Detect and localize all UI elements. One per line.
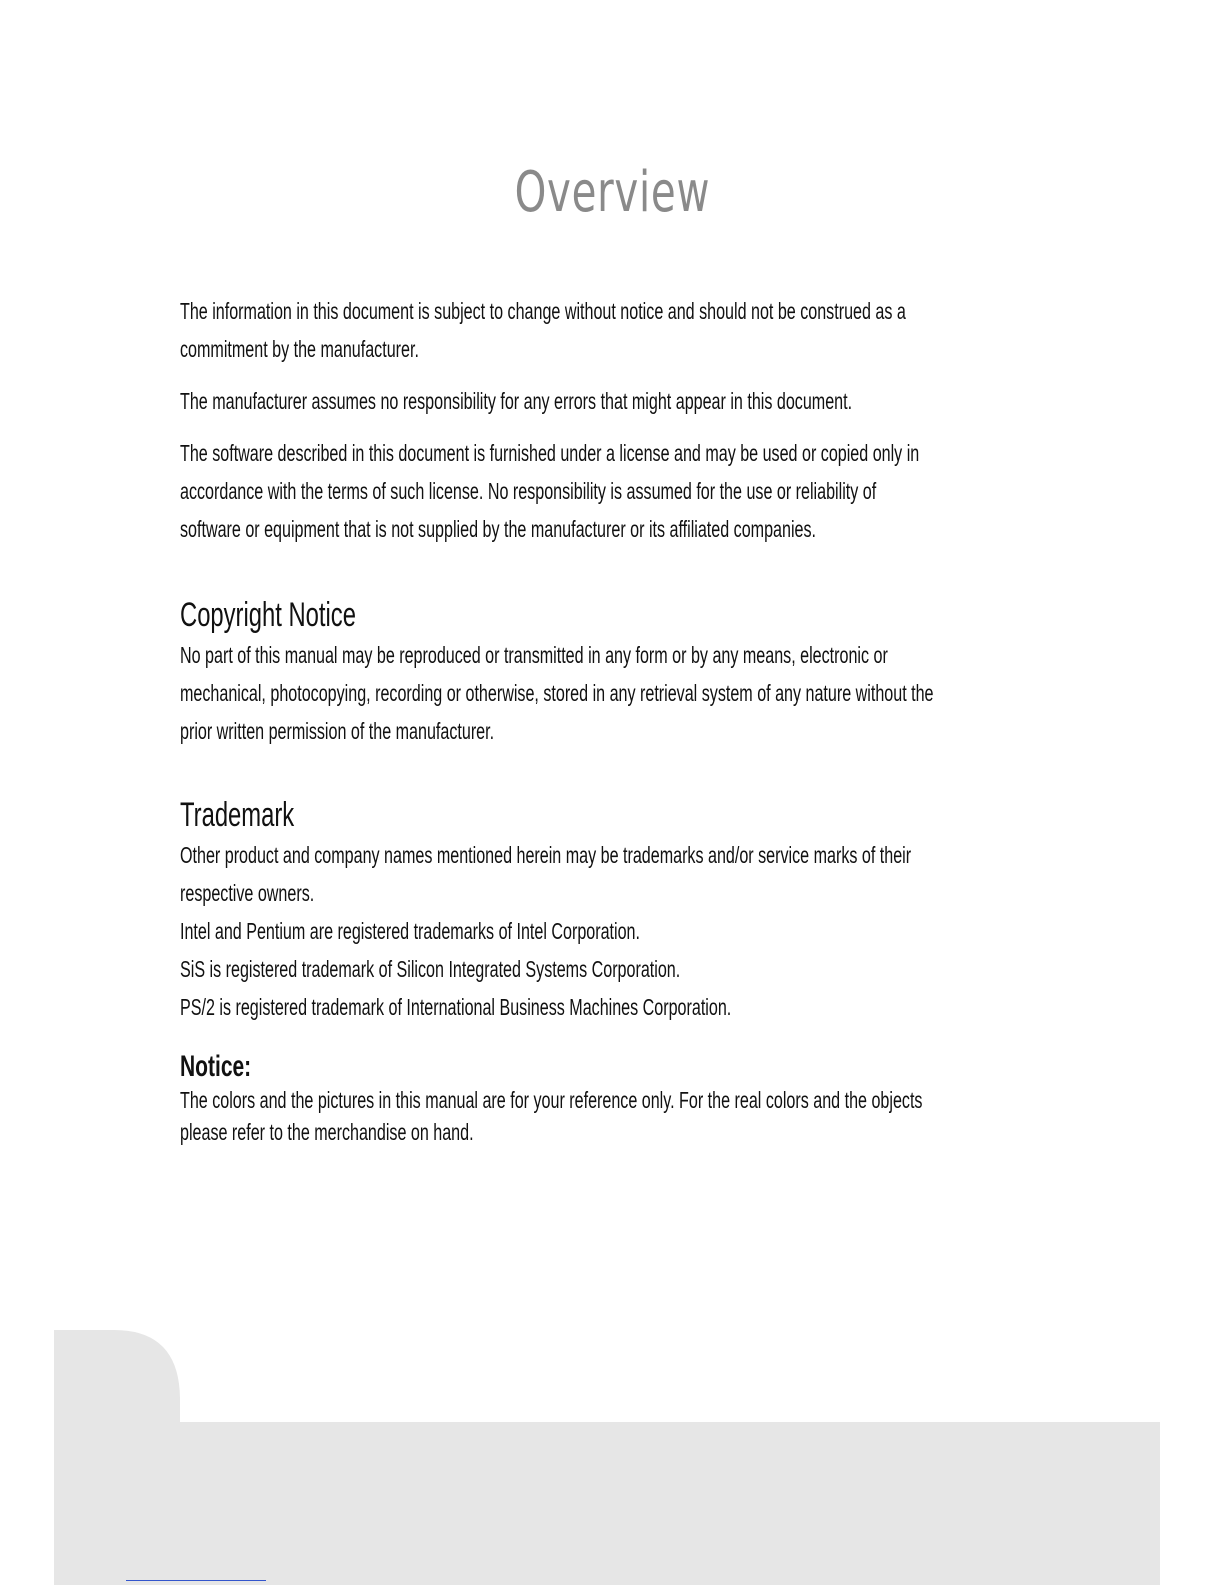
text-line: The information in this document is subject to change without notice and should not be construed as a bbox=[180, 298, 906, 324]
overview-paragraph bbox=[180, 434, 1020, 548]
text-line: mechanical, photocopying, recording or otherwise, stored in any retrieval system of any nature without the bbox=[180, 680, 934, 706]
text-line: Other product and company names mentioned herein may be trademarks and/or service marks of their bbox=[180, 842, 912, 868]
text-line: No part of this manual may be reproduced or transmitted in any form or by any means, electronic or bbox=[180, 642, 888, 668]
overview-paragraph bbox=[180, 292, 1020, 368]
text-line: The colors and the pictures in this manual are for your reference only. For the real colors and the objects bbox=[180, 1087, 923, 1113]
document-body bbox=[180, 292, 1020, 1148]
trademark-heading: Trademark bbox=[180, 796, 295, 834]
overview-paragraph bbox=[180, 382, 1020, 420]
text-line: please refer to the merchandise on hand. bbox=[180, 1119, 474, 1145]
text-line: accordance with the terms of such license. No responsibility is assumed for the use or reliability of bbox=[180, 478, 877, 504]
copyright-heading: Copyright Notice bbox=[180, 596, 356, 634]
text-line: The manufacturer assumes no responsibility for any errors that might appear in this document. bbox=[180, 388, 853, 414]
text-line: The software described in this document is furnished under a license and may be used or copied only in bbox=[180, 440, 920, 466]
copyright-section bbox=[180, 594, 1020, 750]
text-line: respective owners. bbox=[180, 880, 315, 906]
text-line: SiS is registered trademark of Silicon Integrated Systems Corporation. bbox=[180, 956, 681, 982]
footer-band bbox=[54, 1330, 1160, 1585]
text-line: PS/2 is registered trademark of International Business Machines Corporation. bbox=[180, 994, 732, 1020]
text-line: Intel and Pentium are registered trademarks of Intel Corporation. bbox=[180, 918, 640, 944]
page-title: Overview bbox=[514, 160, 711, 225]
footer-underline bbox=[126, 1580, 266, 1581]
trademark-section bbox=[180, 794, 1020, 1026]
text-line: prior written permission of the manufacturer. bbox=[180, 718, 495, 744]
text-line: software or equipment that is not supplied by the manufacturer or its affiliated companies. bbox=[180, 516, 817, 542]
notice-heading: Notice: bbox=[180, 1050, 252, 1083]
notice-section bbox=[180, 1050, 1020, 1148]
text-line: commitment by the manufacturer. bbox=[180, 336, 419, 362]
